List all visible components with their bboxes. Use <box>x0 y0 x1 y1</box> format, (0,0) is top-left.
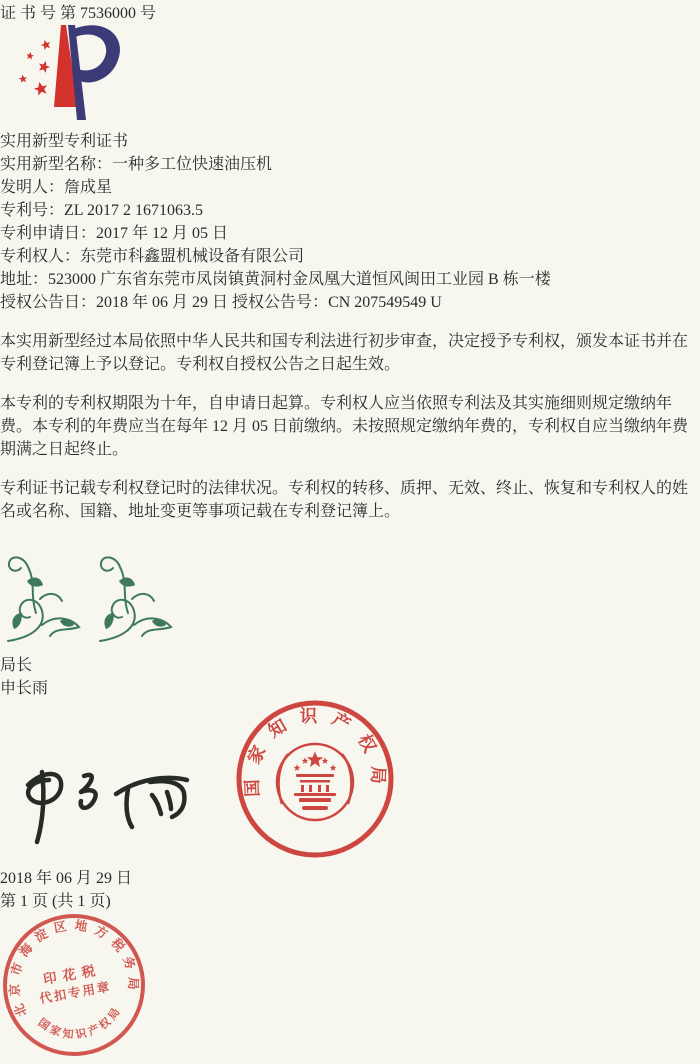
grant-date-label: 授权公告日 <box>0 294 81 311</box>
tax-stamp-line2: 代扣专用章 <box>38 979 113 1007</box>
field-label: 专利号 <box>0 202 49 219</box>
grant-number-label: 授权公告号 <box>232 294 313 311</box>
tax-stamp-top-arc: 北京市海淀区地方税务局 <box>7 918 141 1019</box>
field-value: ZL 2017 2 1671063.5 <box>64 202 203 219</box>
field-row-patent-no <box>0 197 700 220</box>
certificate-number: 证 书 号 第 7536000 号 <box>0 5 157 22</box>
grant-row <box>0 289 700 312</box>
grant-date-value: 2018 年 06 月 29 日 <box>96 294 229 311</box>
field-value: 东莞市科鑫盟机械设备有限公司 <box>80 248 305 265</box>
page-number: 第 1 页 (共 1 页) <box>0 893 111 910</box>
tax-stamp-line1: 印花税 <box>42 962 103 988</box>
signer-title: 局长 <box>0 657 33 674</box>
guilloche-band <box>0 537 700 652</box>
legal-paragraph-1: 本实用新型经过本局依照中华人民共和国专利法进行初步审查，决定授予专利权，颁发本证书并在专利登记簿上予以登记。专利权自授权公告之日起生效。 <box>0 333 689 373</box>
field-value: 523000 广东省东莞市凤岗镇黄洞村金凤凰大道恒风闽田工业园 B 栋一楼 <box>48 271 551 288</box>
colon: ： <box>312 294 329 311</box>
seal-agency-text: 国家知识产权局 <box>241 706 389 798</box>
cnipa-official-seal <box>234 698 396 860</box>
field-label: 专利权人 <box>0 248 65 265</box>
field-label: 实用新型名称 <box>0 156 97 173</box>
grant-number-value: CN 207549549 U <box>328 294 442 311</box>
field-label: 发明人 <box>0 179 49 196</box>
logo-blue-bowl <box>74 25 120 82</box>
legal-paragraph-3: 专利证书记载专利权登记时的法律状况。专利权的转移、质押、无效、终止、恢复和专利权人的姓名或名称、国籍、地址变更等事项记载在专利登记簿上。 <box>0 480 689 520</box>
field-row-filing-date <box>0 220 700 243</box>
certificate-title: 实用新型专利证书 <box>0 133 129 150</box>
field-row-patentee <box>0 243 700 266</box>
stamp-duty-seal <box>0 911 148 1059</box>
director-signature <box>0 740 230 860</box>
field-value: 一种多工位快速油压机 <box>112 156 273 173</box>
colon: ： <box>32 271 49 288</box>
corner-flourish-icon <box>92 537 180 647</box>
field-label: 地址 <box>0 271 33 288</box>
colon: ： <box>48 202 65 219</box>
colon: ： <box>80 225 97 242</box>
svg-text:北京市海淀区地方税务局 <box>0 911 145 1019</box>
colon: ： <box>80 294 97 311</box>
field-label: 专利申请日 <box>0 225 81 242</box>
tax-stamp-bottom-arc: 国家知识产权局 <box>35 1004 125 1042</box>
grant-number <box>232 294 442 311</box>
colon: ： <box>64 248 81 265</box>
signer-block <box>0 652 700 698</box>
colon: ： <box>96 156 113 173</box>
field-value: 詹成星 <box>64 179 113 196</box>
legal-text <box>0 328 700 521</box>
book-spine-edge <box>5 7 21 983</box>
field-row-inventor <box>0 174 700 197</box>
signer-name: 申长雨 <box>0 680 49 697</box>
seal-date: 2018 年 06 月 29 日 <box>0 870 133 887</box>
field-value: 2017 年 12 月 05 日 <box>96 225 229 242</box>
field-row-address <box>0 266 700 289</box>
field-row-name <box>0 151 700 174</box>
national-emblem-icon <box>277 744 353 820</box>
colon: ： <box>48 179 65 196</box>
legal-paragraph-2: 本专利的专利权期限为十年，自申请日起算。专利权人应当依照专利法及其实施细则规定缴纳年费。本专利的年费应当在每年 12 月 05 日前缴纳。未按照规定缴纳年费的，专利权自应当缴纳年费期满之日起终止。 <box>0 395 689 458</box>
